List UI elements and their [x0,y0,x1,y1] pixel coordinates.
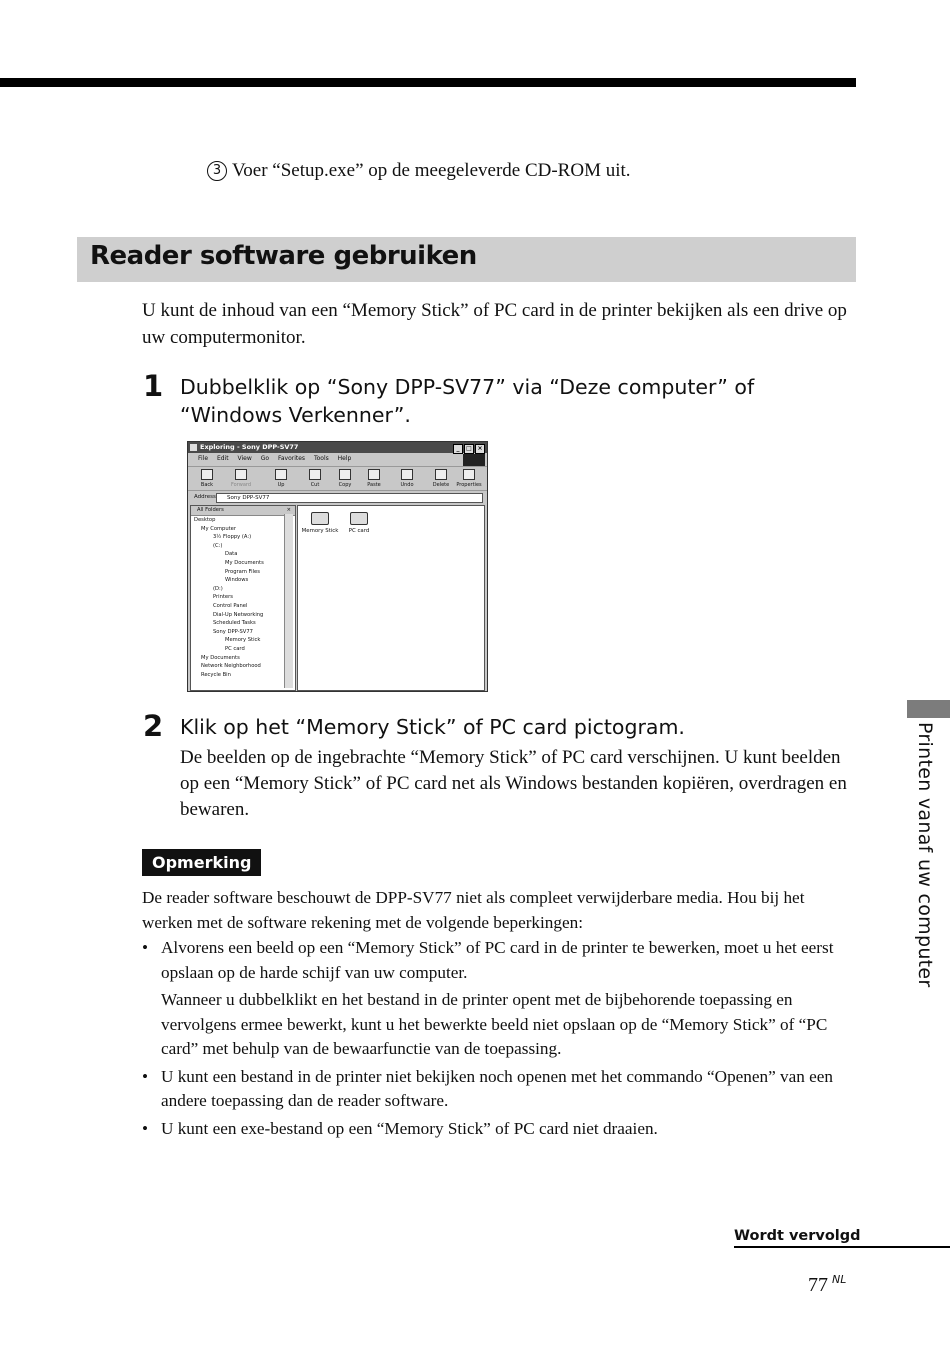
memory-stick-drive[interactable]: Memory Stick [300,512,340,534]
bullet-dot: • [142,1118,149,1138]
tree-scrollbar[interactable] [284,514,293,688]
close-pane-icon[interactable]: × [286,507,291,513]
step-heading: Klik op het “Memory Stick” of PC card pictogram. [180,715,685,739]
tree-item[interactable]: (D:) [213,585,223,592]
bullet-item [142,1117,858,1142]
menu-bar [188,454,487,464]
top-rule [0,78,856,87]
menu-item[interactable]: File [198,455,209,462]
tree-item[interactable]: Sony DPP-SV77 [213,628,253,635]
tree-item[interactable]: Scheduled Tasks [213,620,256,627]
menu-item[interactable]: Go [260,455,270,462]
menu-item[interactable]: Edit [216,455,229,462]
cut-button[interactable]: Cut [302,469,328,488]
windows-logo-icon [463,454,485,466]
tree-item[interactable]: My Documents [225,559,264,566]
forward-button[interactable]: Forward [228,469,254,488]
paste-icon [368,469,380,480]
side-tab [875,722,950,1002]
maximize-icon[interactable]: □ [464,444,474,454]
side-tab-marker [907,700,950,718]
folders-header: All Folders × [191,506,295,516]
section-title: Reader software gebruiken [90,241,477,271]
back-button[interactable]: Back [194,469,220,488]
bullet-text: U kunt een exe-bestand op een “Memory Stick” of PC card niet draaien. [161,1118,658,1138]
paste-button[interactable]: Paste [361,469,387,488]
tree-item[interactable]: Printers [213,594,233,601]
toolbar [188,466,487,491]
bullet-dot: • [142,938,149,957]
tree-item[interactable]: 3½ Floppy (A:) [213,534,252,541]
address-label: Address [194,494,216,500]
menu-item[interactable]: Favorites [277,455,306,462]
step3-line [207,160,631,182]
window-title: Exploring - Sony DPP-SV77 [200,443,299,451]
explorer-screenshot [187,441,488,692]
close-icon[interactable]: × [475,444,485,454]
bullet-item [142,1065,858,1114]
undo-icon [401,469,413,480]
bullet-extra: Wanneer u dubbelklikt en het bestand in de printer opent met de bijbehorende toepassing en vervolgens ermee bewerkt, kunt u het bewerkte beeld niet opslaan op de “Memory Stick” of “PC card” met behulp van de bewaarfunctie van de toepassing. [161,990,828,1058]
copy-icon [339,469,351,480]
forward-icon [235,469,247,480]
step-number: 1 [143,369,164,403]
step-heading: Dubbelklik op “Sony DPP-SV77” via “Deze computer” of “Windows Verkenner”. [180,375,755,427]
continued-label: Wordt vervolgd [734,1228,861,1244]
menu-item[interactable]: Tools [313,455,329,462]
delete-icon [435,469,447,480]
tree-item[interactable]: Dial-Up Networking [213,611,264,618]
window-icon [190,444,197,451]
address-input[interactable]: Sony DPP-SV77 [216,493,483,503]
tree-item[interactable]: Program Files [225,568,260,575]
menu-item[interactable]: Help [337,455,352,462]
bullet-item [142,936,858,1062]
menu-item[interactable]: View [237,455,252,462]
properties-icon [463,469,475,480]
intro-paragraph: U kunt de inhoud van een “Memory Stick” of PC card in de printer bekijken als een drive op uw computermonitor. [142,300,847,348]
tree-item[interactable]: Recycle Bin [201,671,231,678]
copy-button[interactable]: Copy [332,469,358,488]
up-button[interactable]: Up [268,469,294,488]
tree-item[interactable]: Network Neighborhood [201,663,261,670]
tree-item[interactable]: Data [225,551,238,558]
note-bullets [142,936,858,1144]
step-marker: 3 [207,161,227,181]
note-label: Opmerking [142,849,261,876]
back-icon [201,469,213,480]
undo-button[interactable]: Undo [394,469,420,488]
bullet-text: Alvorens een beeld op een “Memory Stick” of PC card in de printer te bewerken, moet u het eerst opslaan op de harde schijf van uw computer. [161,938,834,982]
properties-button[interactable]: Properties [456,469,482,488]
step-body: De beelden op de ingebrachte “Memory Stick” of PC card verschijnen. U kunt beelden op een “Memory Stick” of PC card net als Windows bestanden kopiëren, overdragen en bewaren. [180,747,847,820]
drive-icon [350,512,368,525]
page-suffix: NL [832,1273,847,1286]
side-tab-label: Printen vanaf uw computer [914,722,936,988]
cut-icon [309,469,321,480]
pc-card-drive[interactable]: PC card [339,512,379,534]
contents-pane [297,505,485,691]
tree-item[interactable]: My Documents [201,654,240,661]
step3-text: Voer “Setup.exe” op de meegeleverde CD-ROM uit. [232,160,631,181]
minimize-icon[interactable]: _ [453,444,463,454]
note-text: De reader software beschouwt de DPP-SV77 niet als compleet verwijderbare media. Hou bij het werken met de software rekening met de volgende beperkingen: [142,888,805,932]
folder-tree [190,505,296,691]
continued-rule [734,1246,950,1248]
tree-item[interactable]: My Computer [201,525,236,532]
drive-icon [311,512,329,525]
page-number: 77 $^{NL}$ [808,1273,847,1296]
tree-item[interactable]: Memory Stick [225,637,261,644]
tree-item[interactable]: Desktop [194,517,216,523]
tree-item[interactable]: Control Panel [213,602,248,609]
bullet-text: U kunt een bestand in de printer niet bekijken noch openen met het commando “Openen” van een andere toepassing dan de reader software. [161,1066,833,1110]
bullet-dot: • [142,1066,149,1086]
step-number: 2 [143,709,164,743]
tree-item[interactable]: (C:) [213,542,223,549]
delete-button[interactable]: Delete [428,469,454,488]
address-bar [188,490,487,503]
tree-item[interactable]: PC card [225,645,245,652]
window-titlebar [188,442,487,453]
tree-item[interactable]: Windows [225,577,249,584]
up-icon [275,469,287,480]
